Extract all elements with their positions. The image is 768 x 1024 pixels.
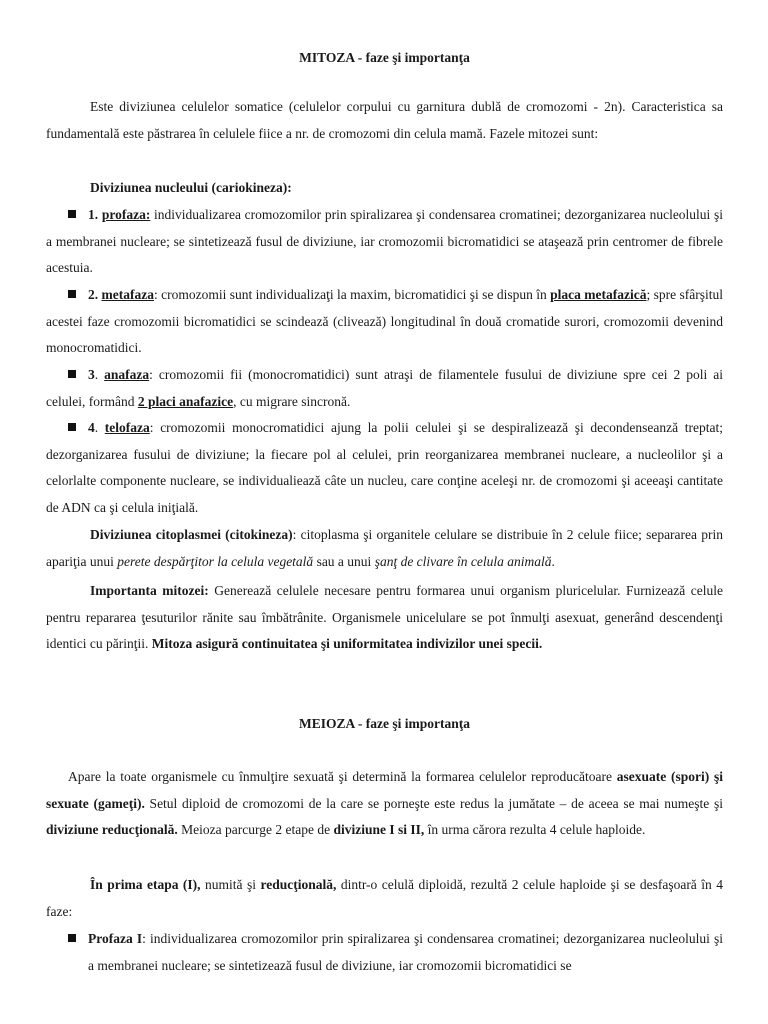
square-bullet-icon <box>68 423 76 431</box>
citokineza-label: Diviziunea citoplasmei (citokineza) <box>90 527 293 542</box>
metafaza-text2: ; spre sfârşitul acestei faze cromozomii bicromatidici se scindează (clivează) longitudinal în două cromatide surori, cromozomii devenind monocromatidici. <box>46 287 723 356</box>
profaza1-term: Profaza I <box>88 931 143 946</box>
bullet-profaza-1 <box>68 926 723 979</box>
citokineza-italic1: perete despărţitor la celula vegetală <box>117 553 314 569</box>
citokineza-italic2: şanţ de clivare în celula animală <box>374 553 552 569</box>
square-bullet-icon <box>68 370 76 378</box>
anafaza-num: 3 <box>88 367 95 382</box>
telofaza-num: 4 <box>88 420 95 435</box>
metafaza-num: 2. <box>88 287 99 302</box>
meioza-intro-t3: Meioza parcurge 2 etape de <box>177 822 334 838</box>
meioza-intro-b3: diviziune I si II, <box>333 822 425 838</box>
profaza-term: profaza: <box>101 207 151 222</box>
importanta-label: Importanta mitozei: <box>90 583 209 598</box>
bullet-anafaza <box>46 362 723 415</box>
bullet-metafaza <box>46 282 723 362</box>
anafaza-text2: , cu migrare sincronă. <box>233 393 351 409</box>
meioza-intro-t1: Apare la toate organismele cu înmulţire sexuată şi determină la formarea celulelor reproducătoare <box>68 769 617 784</box>
telofaza-term: telofaza <box>104 420 150 435</box>
anafaza-term2: 2 placi anafazice <box>137 393 234 409</box>
meioza-title: MEIOZA - faze şi importanţa <box>299 716 470 731</box>
meioza-intro <box>46 764 723 844</box>
metafaza-term: metafaza <box>101 287 154 302</box>
mitoza-intro: Este diviziunea celulelor somatice (celulelor corpului cu garnitura dublă de cromozomi - 2n). Caracteristica sa fundamentală este păstrarea în celulele fiice a nr. de cromozomi din celula mamă. Fazele mitozei sunt: <box>46 99 723 141</box>
etapa1-paragraph <box>46 872 723 925</box>
citokineza-text3: . <box>551 553 555 569</box>
meioza-intro-t4: în urma cărora rezulta 4 celule haploide. <box>424 822 646 838</box>
mitoza-title: MITOZA - faze şi importanţa <box>299 50 470 65</box>
etapa1-t1: numită şi <box>200 877 261 892</box>
telofaza-dot: . <box>94 420 99 435</box>
importanta-text: Generează celulele necesare pentru formarea unui organism pluricelular. Furnizează celule pentru repararea ţesuturilor rănite sau îmbătrânite. Organismele unicelulare se pot înmulţi asexuat, generând descendenţi identici cu părinţii. <box>46 583 723 652</box>
square-bullet-icon <box>68 290 76 298</box>
anafaza-term: anafaza <box>104 367 150 382</box>
citokineza-paragraph <box>46 522 723 575</box>
meioza-intro-b2: diviziune reducţională. <box>46 822 178 838</box>
citokineza-text1: : citoplasma şi organitele celulare se distribuie în 2 celule fiice; separarea prin apariţia unui <box>46 527 723 569</box>
etapa1-b1: În prima etapa (I), <box>90 877 201 892</box>
square-bullet-icon <box>68 210 76 218</box>
etapa1-t2: dintr-o celulă diploidă, rezultă 2 celule haploide şi se desfaşoară în 4 faze: <box>46 877 723 919</box>
bullet-profaza <box>46 202 723 282</box>
citokineza-text2: sau a unui <box>313 553 375 569</box>
bullet-telofaza <box>46 415 723 521</box>
anafaza-dot: . <box>94 367 99 382</box>
profaza-text: individualizarea cromozomilor prin spiralizarea şi condensarea cromatinei; dezorganizarea nucleolului şi a membranei nucleare; se sintetizează fusul de diviziune, iar cromozomii bicromatidici se ataşează prin centromer de fibrele acestuia. <box>46 207 724 276</box>
mitoza-subheading: Diviziunea nucleului (cariokineza): <box>90 180 292 195</box>
importanta-paragraph <box>46 578 723 658</box>
anafaza-text1: : cromozomii fii (monocromatidici) sunt atraşi de filamentele fusului de diviziune spre cei 2 poli ai celulei, formând <box>46 367 723 409</box>
meioza-intro-b1: asexuate (spori) şi sexuate (gameţi). <box>46 769 723 811</box>
profaza1-text: : individualizarea cromozomilor prin spiralizarea şi condensarea cromatinei; dezorganizarea nucleolului şi a membranei nucleare; se sintetizează fusul de diviziune, iar cromozomii bicromatidici se <box>88 931 723 973</box>
telofaza-text: : cromozomii monocromatidici ajung la polii celulei şi se despiralizează şi decondenseanză treptat; dezorganizarea fusului de diviziune; la fiecare pol al celulei, prin reorganizarea membranei nucleare, a nucleolilor şi a celorlalte componente nucleare, se individualiează câte un nucleu, care conţine aceleşi nr. de cromozomi şi aceeaşi cantitate de ADN ca şi celula iniţială. <box>46 420 724 515</box>
metafaza-text1: : cromozomii sunt individualizaţi la maxim, bicromatidici şi se dispun în <box>154 287 551 302</box>
square-bullet-icon <box>68 934 76 942</box>
meioza-intro-t2: Setul diploid de cromozomi de la care se porneşte este redus la jumătate – de aceea se mai numeşte şi <box>144 795 723 811</box>
etapa1-b2: reducţională, <box>260 877 337 892</box>
importanta-bold: Mitoza asigură continuitatea şi uniformitatea indivizilor unei specii. <box>151 636 543 652</box>
metafaza-term2: placa metafazică <box>550 287 647 302</box>
profaza-num: 1. <box>88 207 99 222</box>
